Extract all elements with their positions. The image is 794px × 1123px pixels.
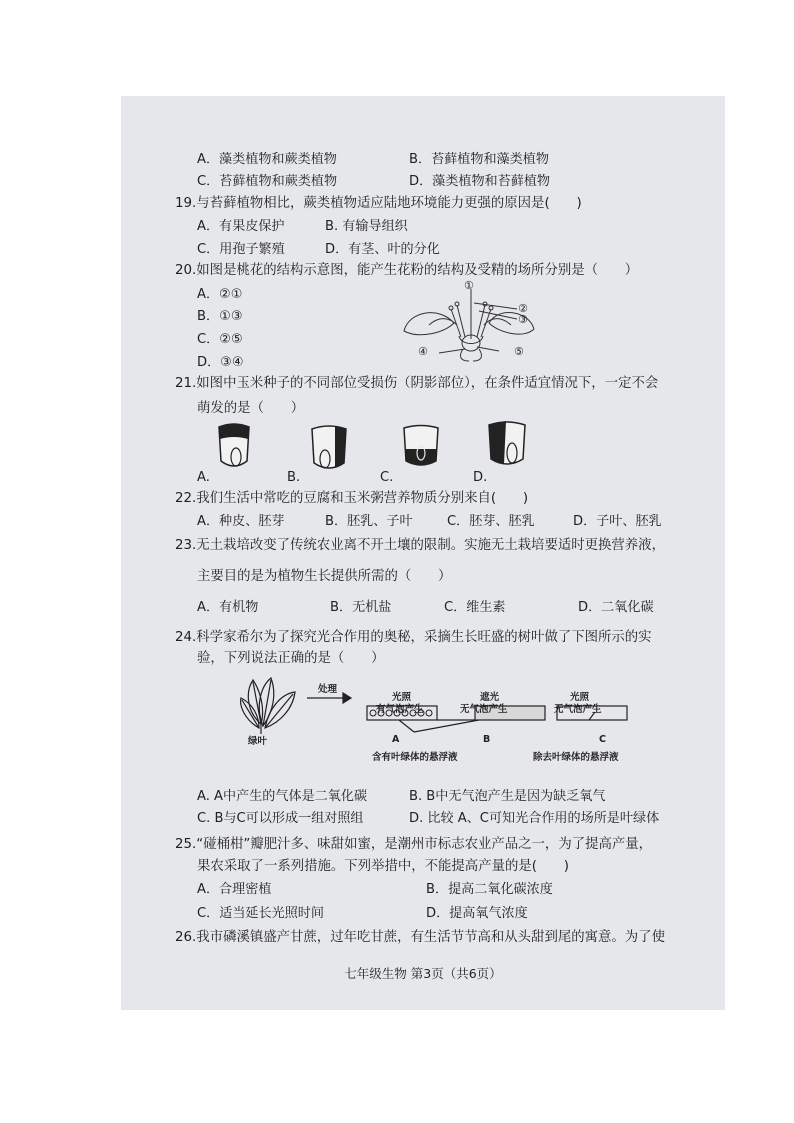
q25-option-b: B．提高二氧化碳浓度 xyxy=(426,882,553,897)
q21-stem-line1: 21.如图中玉米种子的不同部位受损伤（阴影部位），在条件适宜情况下，一定不会 xyxy=(175,376,659,391)
q24-c-top1: 光照 xyxy=(570,692,590,703)
q22-option-c: C．胚芽、胚乳 xyxy=(447,514,535,529)
q25-option-c: C．适当延长光照时间 xyxy=(197,906,324,921)
q24-c-letter: C xyxy=(599,734,606,745)
q21-option-b: B. xyxy=(287,470,301,485)
q24-a-top2: 有气泡产生 xyxy=(376,704,424,715)
q22-stem: 22.我们生活中常吃的豆腐和玉米粥营养物质分别来自( ) xyxy=(175,491,529,506)
q24-stem-line1: 24.科学家希尔为了探究光合作用的奥秘，采摘生长旺盛的树叶做了下图所示的实 xyxy=(175,630,652,645)
q25-option-d: D．提高氧气浓度 xyxy=(426,906,528,921)
q23-option-b: B．无机盐 xyxy=(330,600,392,615)
q22-option-b: B．胚乳、子叶 xyxy=(325,514,413,529)
q24-stem-line2: 验，下列说法正确的是（ ） xyxy=(197,651,385,666)
q19-option-d: D．有茎、叶的分化 xyxy=(325,242,440,257)
q20-option-b: B．①③ xyxy=(197,309,243,324)
q21-option-a: A. xyxy=(197,470,210,485)
q21-option-d: D. xyxy=(473,470,488,485)
corn-seed-b xyxy=(309,423,349,473)
q24-leaf-label: 绿叶 xyxy=(248,736,268,747)
q22-option-a: A．种皮、胚芽 xyxy=(197,514,285,529)
q24-option-d: D. 比较 A、C可知光合作用的场所是叶绿体 xyxy=(409,811,660,826)
q24-option-b: B. B中无气泡产生是因为缺乏氧气 xyxy=(409,789,606,804)
q24-arrow-label: 处理 xyxy=(318,684,338,695)
q21-option-c: C. xyxy=(380,470,394,485)
q20-option-c: C．②⑤ xyxy=(197,332,243,347)
q23-option-a: A．有机物 xyxy=(197,600,259,615)
q20-label-1: ① xyxy=(464,279,474,292)
q24-b-top1: 遮光 xyxy=(480,692,500,703)
q19-option-a: A．有果皮保护 xyxy=(197,219,285,234)
corn-seed-a xyxy=(216,421,252,471)
q26-stem-line1: 26.我市磷溪镇盛产甘蔗，过年吃甘蔗，有生活节节高和从头甜到尾的寓意。为了使 xyxy=(175,930,665,945)
q20-option-a: A．②① xyxy=(197,287,243,302)
exam-page xyxy=(121,96,725,1010)
q18-option-c: C．苔藓植物和蕨类植物 xyxy=(197,174,338,189)
q24-b-letter: B xyxy=(483,734,491,745)
q20-label-5: ⑤ xyxy=(514,345,524,358)
q20-label-3: ③ xyxy=(518,313,528,326)
q20-label-4: ④ xyxy=(418,345,428,358)
q19-stem: 19.与苔藓植物相比，蕨类植物适应陆地环境能力更强的原因是( ) xyxy=(175,196,582,211)
q25-stem-line2: 果农采取了一系列措施。下列举措中，不能提高产量的是( ) xyxy=(197,859,569,874)
q23-stem-line1: 23.无土栽培改变了传统农业离不开土壤的限制。实施无土栽培要适时更换营养液， xyxy=(175,538,665,553)
q20-option-d: D．③④ xyxy=(197,355,244,370)
q24-a-top1: 光照 xyxy=(392,692,412,703)
q23-stem-line2: 主要目的是为植物生长提供所需的（ ） xyxy=(197,569,452,584)
corn-seed-d xyxy=(486,419,528,469)
q24-option-a: A. A中产生的气体是二氧化碳 xyxy=(197,789,368,804)
q24-caption-ab: 含有叶绿体的悬浮液 xyxy=(372,752,458,763)
q18-option-d: D．藻类植物和苔藓植物 xyxy=(409,174,551,189)
page-footer: 七年级生物 第3页（共6页） xyxy=(344,966,502,981)
q25-option-a: A．合理密植 xyxy=(197,882,272,897)
q24-caption-c: 除去叶绿体的悬浮液 xyxy=(533,752,619,763)
q18-option-b: B．苔藓植物和藻类植物 xyxy=(409,152,549,167)
q21-stem-line2: 萌发的是（ ） xyxy=(197,401,305,416)
q20-stem: 20.如图是桃花的结构示意图，能产生花粉的结构及受精的场所分别是（ ） xyxy=(175,263,639,278)
q23-option-d: D．二氧化碳 xyxy=(578,600,654,615)
q22-option-d: D．子叶、胚乳 xyxy=(573,514,662,529)
q24-a-letter: A xyxy=(392,734,400,745)
q24-c-top2: 无气泡产生 xyxy=(554,704,602,715)
q25-stem-line1: 25.“碰桶柑”瓣肥汁多、味甜如蜜，是潮州市标志农业产品之一，为了提高产量， xyxy=(175,837,653,852)
q20-label-2: ② xyxy=(518,302,528,315)
q19-option-b: B. 有输导组织 xyxy=(325,219,408,234)
corn-seed-c xyxy=(401,423,441,469)
q24-b-top2: 无气泡产生 xyxy=(460,704,508,715)
q18-option-a: A．藻类植物和蕨类植物 xyxy=(197,152,337,167)
q19-option-c: C．用孢子繁殖 xyxy=(197,242,285,257)
q23-option-c: C．维生素 xyxy=(444,600,506,615)
q24-option-c: C. B与C可以形成一组对照组 xyxy=(197,811,364,826)
